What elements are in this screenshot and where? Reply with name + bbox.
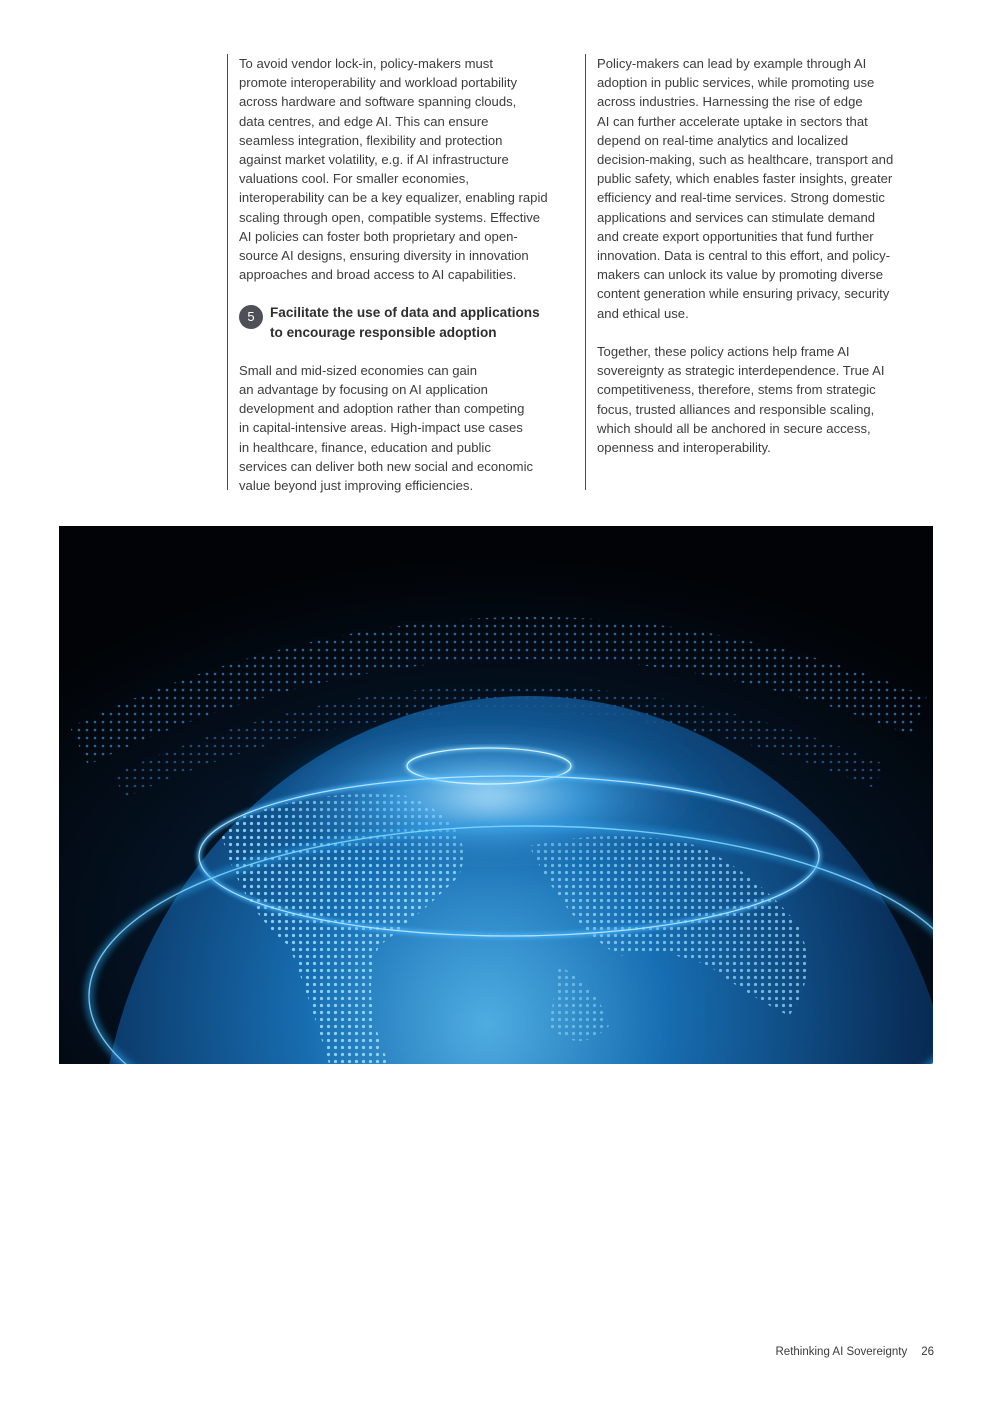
page-footer <box>776 1346 935 1358</box>
footer-document-title: Rethinking AI Sovereignty <box>775 1346 908 1358</box>
right-paragraph-conclusion: Together, these policy actions help frame AI sovereignty as strategic interdependence. True AI competitiveness, therefore, stems from strategic focus, trusted alliances and responsible scaling, which should all be anchored in secure access, openness and interoperability. <box>597 344 885 456</box>
section-heading-text: Facilitate the use of data and applications to encourage responsible adoption <box>270 305 540 340</box>
section-heading-5 <box>239 303 577 341</box>
left-paragraph-small-economies: Small and mid-sized economies can gain an advantage by focusing on AI application development and adoption rather than competing in capital-intensive areas. High-impact use cases in healthcare, finance, education and public services can deliver both new social and economic value beyond just improving efficiencies. <box>239 362 534 494</box>
globe-top-glow <box>249 716 729 876</box>
section-number-badge: 5 <box>239 305 263 329</box>
right-paragraph-public-services: Policy-makers can lead by example through AI adoption in public services, while promoting use across industries. Harnessing the rise of edge AI can further accelerate uptake in sectors that depend on real-time analytics and localized decision-making, such as healthcare, transport and public safety, which enables faster insights, greater efficiency and real-time services. Strong domestic applications and services can stimulate demand and create export opportunities that fund further innovation. Data is central to this effort, and policy- makers can unlock its value by promoting diverse content generation while ensuring privacy, security and ethical use. <box>597 56 894 321</box>
digital-globe-image <box>59 526 933 1064</box>
right-text-column <box>585 54 935 490</box>
footer-page-number: 26 <box>921 1346 934 1358</box>
left-paragraph-interoperability: To avoid vendor lock-in, policy-makers must promote interoperability and workload portability across hardware and software spanning clouds, data centres, and edge AI. This can ensure seamless integration, flexibility and protection against market volatility, e.g. if AI infrastructure valuations cool. For smaller economies, interoperability can be a key equalizer, enabling rapid scaling through open, compatible systems. Effective AI policies can foster both proprietary and open- source AI designs, ensuring diversity in innovation approaches and broad access to AI capabilities. <box>239 56 548 283</box>
left-text-column <box>227 54 577 494</box>
